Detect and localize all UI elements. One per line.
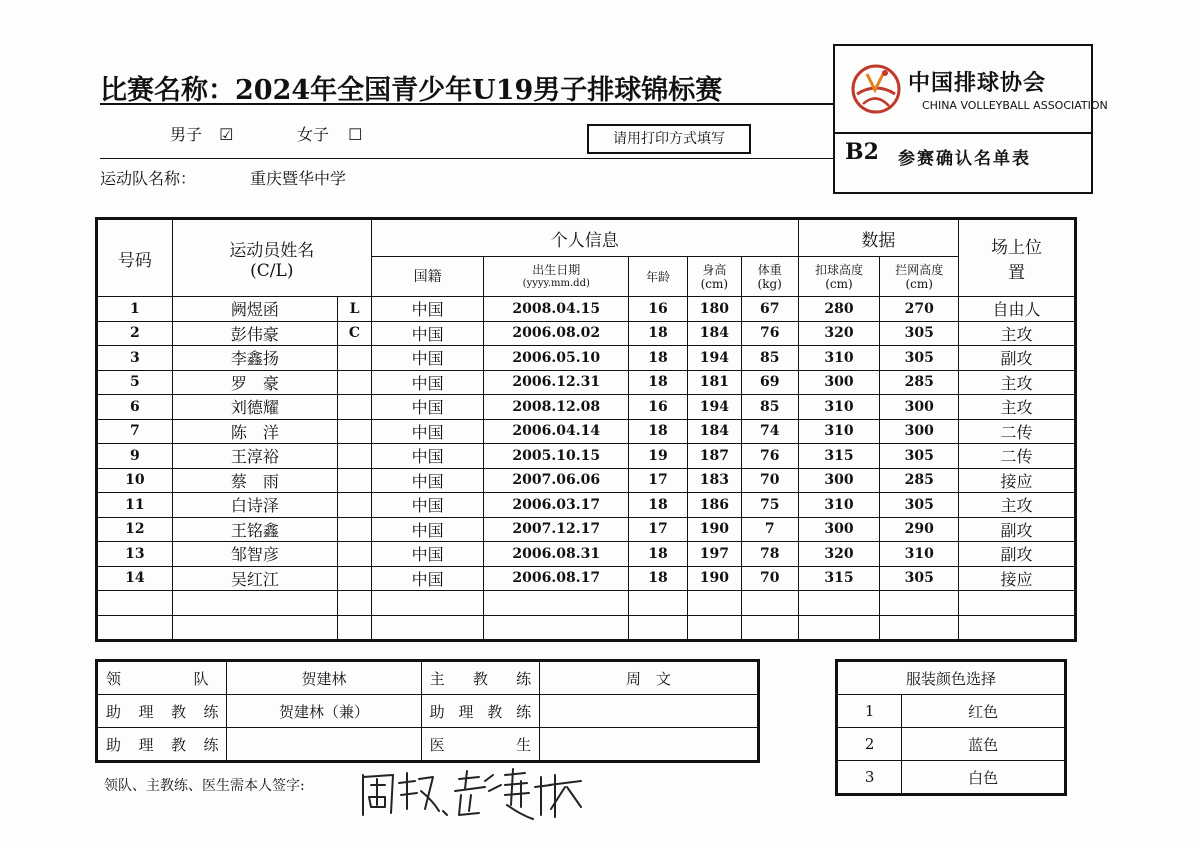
player-height: 197 (687, 542, 741, 567)
player-name: 王铭鑫 (172, 517, 337, 542)
player-name: 邹智彦 (172, 542, 337, 567)
player-spike-height: 280 (798, 297, 880, 322)
player-block-height: 290 (880, 517, 959, 542)
player-birthdate: 2008.04.15 (484, 297, 629, 322)
player-weight: 75 (741, 493, 798, 518)
player-age: 16 (629, 297, 688, 322)
player-position: 二传 (959, 419, 1076, 444)
player-position: 副攻 (959, 517, 1076, 542)
table-row (97, 321, 1076, 346)
player-block-height: 285 (880, 370, 959, 395)
player-nationality: 中国 (371, 395, 484, 420)
player-height: 180 (687, 297, 741, 322)
player-block-height: 305 (880, 444, 959, 469)
player-role (338, 370, 372, 395)
header-birth (484, 257, 629, 297)
empty-cell (371, 591, 484, 616)
empty-cell (338, 615, 372, 641)
player-nationality: 中国 (371, 346, 484, 371)
empty-cell (880, 615, 959, 641)
head-coach-name: 周 文 (540, 661, 759, 695)
table-row (97, 493, 1076, 518)
player-age: 18 (629, 493, 688, 518)
table-row (97, 542, 1076, 567)
header-divider (100, 158, 835, 159)
team-label: 运动队名称： (100, 169, 197, 188)
player-birthdate: 2007.12.17 (484, 517, 629, 542)
player-role (338, 542, 372, 567)
uniform-color-1: 红色 (902, 695, 1066, 728)
player-block-height: 270 (880, 297, 959, 322)
association-divider (833, 132, 1091, 134)
male-checkbox[interactable]: ☑ (219, 125, 234, 144)
empty-cell (687, 615, 741, 641)
header-data: 数据 (798, 219, 958, 257)
player-spike-height: 310 (798, 346, 880, 371)
uniform-title: 服装颜色选择 (837, 661, 1066, 695)
player-number: 9 (97, 444, 173, 469)
player-position: 主攻 (959, 321, 1076, 346)
player-weight: 85 (741, 346, 798, 371)
player-height: 184 (687, 321, 741, 346)
title-underline (100, 103, 833, 105)
player-nationality: 中国 (371, 493, 484, 518)
table-row (97, 370, 1076, 395)
player-role (338, 517, 372, 542)
player-role: L (338, 297, 372, 322)
player-position: 主攻 (959, 493, 1076, 518)
player-block-height: 285 (880, 468, 959, 493)
player-role (338, 566, 372, 591)
uniform-color-table (835, 659, 1067, 796)
empty-cell (798, 591, 880, 616)
uniform-no-3: 3 (837, 761, 902, 795)
signature-label: 领队、主教练、医生需本人签字: (104, 778, 305, 794)
player-block-height: 310 (880, 542, 959, 567)
player-position: 主攻 (959, 370, 1076, 395)
uniform-color-2: 蓝色 (902, 728, 1066, 761)
header-spike-unit: (cm) (825, 276, 853, 291)
player-role (338, 468, 372, 493)
player-age: 18 (629, 566, 688, 591)
player-height: 183 (687, 468, 741, 493)
player-position: 自由人 (959, 297, 1076, 322)
header-age: 年龄 (629, 257, 688, 297)
table-row (97, 468, 1076, 493)
form-title: 参赛确认名单表 (898, 149, 1031, 169)
header-height (687, 257, 741, 297)
player-position: 接应 (959, 468, 1076, 493)
header-block-unit: (cm) (905, 276, 933, 291)
player-weight: 70 (741, 468, 798, 493)
player-name: 刘德耀 (172, 395, 337, 420)
header-height-unit: (cm) (700, 276, 729, 291)
player-position: 副攻 (959, 542, 1076, 567)
player-birthdate: 2005.10.15 (484, 444, 629, 469)
header-name (172, 219, 371, 297)
player-position: 接应 (959, 566, 1076, 591)
player-name: 吴红江 (172, 566, 337, 591)
player-age: 19 (629, 444, 688, 469)
empty-cell (798, 615, 880, 641)
player-block-height: 305 (880, 566, 959, 591)
male-label: 男子 (170, 125, 203, 144)
player-position: 二传 (959, 444, 1076, 469)
header-nationality: 国籍 (371, 257, 484, 297)
player-spike-height: 320 (798, 321, 880, 346)
uniform-no-2: 2 (837, 728, 902, 761)
head-coach-label: 主教练 (421, 661, 539, 695)
assistant-coach-name: 贺建林（兼） (227, 695, 421, 728)
player-spike-height: 310 (798, 395, 880, 420)
player-name: 陈 洋 (172, 419, 337, 444)
player-height: 187 (687, 444, 741, 469)
player-name: 蔡 雨 (172, 468, 337, 493)
player-name: 罗 豪 (172, 370, 337, 395)
player-height: 184 (687, 419, 741, 444)
player-spike-height: 300 (798, 468, 880, 493)
table-row (97, 566, 1076, 591)
player-weight: 76 (741, 321, 798, 346)
player-spike-height: 300 (798, 517, 880, 542)
association-name-en: CHINA VOLLEYBALL ASSOCIATION (922, 99, 1108, 112)
player-role (338, 419, 372, 444)
competition-title: 比赛名称：2024年全国青少年U19男子排球锦标赛 (100, 75, 723, 106)
player-position: 副攻 (959, 346, 1076, 371)
player-weight: 76 (741, 444, 798, 469)
player-number: 3 (97, 346, 173, 371)
player-spike-height: 300 (798, 370, 880, 395)
empty-cell (959, 615, 1076, 641)
player-number: 12 (97, 517, 173, 542)
player-role (338, 395, 372, 420)
empty-row (97, 615, 1076, 641)
empty-cell (741, 615, 798, 641)
empty-cell (484, 591, 629, 616)
table-row (97, 395, 1076, 420)
player-spike-height: 310 (798, 419, 880, 444)
header-weight-text: 体重 (757, 262, 782, 277)
player-nationality: 中国 (371, 517, 484, 542)
empty-row (97, 591, 1076, 616)
player-age: 17 (629, 468, 688, 493)
player-number: 13 (97, 542, 173, 567)
player-block-height: 300 (880, 395, 959, 420)
player-height: 186 (687, 493, 741, 518)
empty-cell (629, 591, 688, 616)
player-nationality: 中国 (371, 566, 484, 591)
header-number: 号码 (97, 219, 173, 297)
player-nationality: 中国 (371, 542, 484, 567)
roster-table (95, 217, 1077, 642)
empty-cell (484, 615, 629, 641)
header-personal: 个人信息 (371, 219, 798, 257)
leader-label: 领队 (97, 661, 227, 695)
player-weight: 7 (741, 517, 798, 542)
player-height: 194 (687, 346, 741, 371)
header-name-sub: (C/L) (250, 260, 294, 281)
player-age: 18 (629, 321, 688, 346)
header-position: 场上位置 (959, 219, 1076, 297)
assistant-coach-name-2 (540, 695, 759, 728)
player-number: 5 (97, 370, 173, 395)
gender-female (297, 122, 362, 145)
player-age: 18 (629, 542, 688, 567)
roster-body (97, 297, 1076, 641)
assistant-coach-label-3: 助理教练 (97, 728, 227, 762)
table-row (97, 419, 1076, 444)
header-weight-unit: (kg) (757, 276, 782, 291)
player-birthdate: 2006.04.14 (484, 419, 629, 444)
player-block-height: 300 (880, 419, 959, 444)
player-age: 16 (629, 395, 688, 420)
player-height: 190 (687, 517, 741, 542)
player-weight: 69 (741, 370, 798, 395)
player-weight: 70 (741, 566, 798, 591)
player-block-height: 305 (880, 346, 959, 371)
header-weight (741, 257, 798, 297)
player-number: 11 (97, 493, 173, 518)
player-height: 194 (687, 395, 741, 420)
header-block (880, 257, 959, 297)
handwritten-signature (355, 765, 595, 825)
header-birth-text: 出生日期 (532, 262, 581, 277)
empty-cell (880, 591, 959, 616)
player-height: 181 (687, 370, 741, 395)
player-name: 王淳裕 (172, 444, 337, 469)
player-block-height: 305 (880, 321, 959, 346)
player-nationality: 中国 (371, 419, 484, 444)
player-weight: 78 (741, 542, 798, 567)
assistant-coach-label: 助理教练 (97, 695, 227, 728)
empty-cell (741, 591, 798, 616)
team-name: 重庆暨华中学 (250, 169, 347, 188)
player-role (338, 444, 372, 469)
player-spike-height: 315 (798, 566, 880, 591)
player-role: C (338, 321, 372, 346)
empty-cell (687, 591, 741, 616)
empty-cell (97, 615, 173, 641)
player-height: 190 (687, 566, 741, 591)
empty-cell (172, 591, 337, 616)
association-name-cn: 中国排球协会 (908, 70, 1047, 96)
staff-table (95, 659, 760, 763)
player-birthdate: 2006.05.10 (484, 346, 629, 371)
female-label: 女子 (297, 125, 330, 144)
player-spike-height: 320 (798, 542, 880, 567)
print-instruction: 请用打印方式填写 (587, 124, 751, 154)
player-weight: 67 (741, 297, 798, 322)
gender-male (170, 122, 233, 145)
player-number: 14 (97, 566, 173, 591)
player-name: 彭伟豪 (172, 321, 337, 346)
player-age: 18 (629, 419, 688, 444)
player-nationality: 中国 (371, 297, 484, 322)
player-age: 17 (629, 517, 688, 542)
player-number: 2 (97, 321, 173, 346)
player-weight: 74 (741, 419, 798, 444)
table-row (97, 297, 1076, 322)
player-birthdate: 2006.08.02 (484, 321, 629, 346)
player-block-height: 305 (880, 493, 959, 518)
player-birthdate: 2006.08.31 (484, 542, 629, 567)
form-code: B2 (845, 139, 879, 165)
player-spike-height: 315 (798, 444, 880, 469)
player-age: 18 (629, 370, 688, 395)
player-number: 10 (97, 468, 173, 493)
table-row (97, 444, 1076, 469)
table-row (97, 346, 1076, 371)
uniform-color-3: 白色 (902, 761, 1066, 795)
header-name-text: 运动员姓名 (229, 240, 315, 261)
player-spike-height: 310 (798, 493, 880, 518)
leader-name: 贺建林 (227, 661, 421, 695)
header-height-text: 身高 (702, 262, 727, 277)
player-position: 主攻 (959, 395, 1076, 420)
player-age: 18 (629, 346, 688, 371)
header-block-text: 拦网高度 (895, 262, 944, 277)
table-row (97, 517, 1076, 542)
player-birthdate: 2006.03.17 (484, 493, 629, 518)
player-birthdate: 2006.12.31 (484, 370, 629, 395)
player-birthdate: 2008.12.08 (484, 395, 629, 420)
player-nationality: 中国 (371, 370, 484, 395)
female-checkbox[interactable]: ☐ (348, 125, 363, 144)
doctor-label: 医生 (421, 728, 539, 762)
player-name: 李鑫扬 (172, 346, 337, 371)
player-name: 白诗泽 (172, 493, 337, 518)
empty-cell (959, 591, 1076, 616)
player-nationality: 中国 (371, 468, 484, 493)
header-birth-format: (yyyy.mm.dd) (522, 277, 590, 289)
player-birthdate: 2007.06.06 (484, 468, 629, 493)
player-role (338, 346, 372, 371)
empty-cell (371, 615, 484, 641)
doctor-name (540, 728, 759, 762)
empty-cell (338, 591, 372, 616)
uniform-no-1: 1 (837, 695, 902, 728)
player-role (338, 493, 372, 518)
empty-cell (97, 591, 173, 616)
empty-cell (629, 615, 688, 641)
volleyball-logo-icon (851, 64, 901, 114)
player-birthdate: 2006.08.17 (484, 566, 629, 591)
header-spike-text: 扣球高度 (814, 262, 863, 277)
assistant-coach-label-2: 助理教练 (421, 695, 539, 728)
player-number: 7 (97, 419, 173, 444)
player-number: 1 (97, 297, 173, 322)
player-weight: 85 (741, 395, 798, 420)
player-name: 阙煜函 (172, 297, 337, 322)
empty-cell (172, 615, 337, 641)
header-spike (798, 257, 880, 297)
assistant-coach-name-3 (227, 728, 421, 762)
player-nationality: 中国 (371, 444, 484, 469)
player-nationality: 中国 (371, 321, 484, 346)
player-number: 6 (97, 395, 173, 420)
